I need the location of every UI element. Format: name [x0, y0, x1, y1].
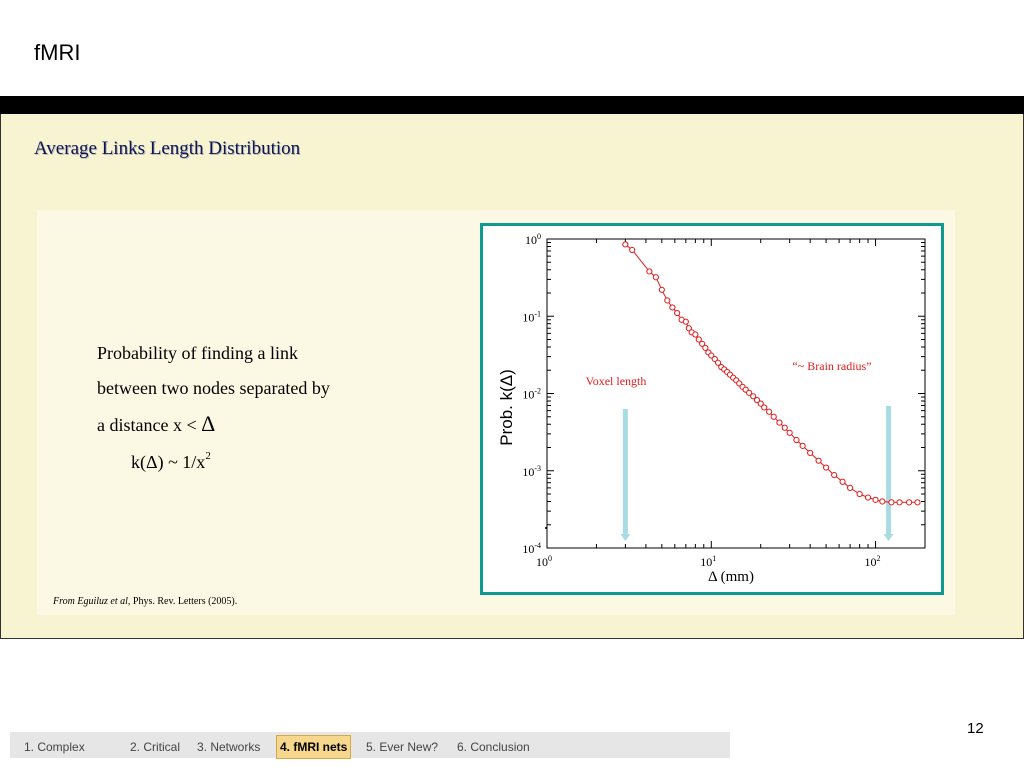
citation — [53, 596, 237, 607]
slide-title: fMRI — [34, 40, 81, 65]
data-point — [816, 458, 821, 463]
data-point — [762, 405, 767, 410]
title-divider-bar — [0, 96, 1024, 114]
data-point — [623, 242, 628, 247]
y-tick-label-exponent: -1 — [534, 309, 541, 319]
data-point — [653, 275, 658, 280]
description-line-3-text: a distance x < — [97, 415, 202, 435]
x-tick-label — [536, 554, 552, 569]
nav-item-fmri-nets[interactable]: 4. fMRI nets — [276, 735, 351, 759]
data-point — [906, 500, 911, 505]
data-point — [782, 425, 787, 430]
brain-radius-arrowhead — [884, 534, 894, 541]
data-point — [693, 332, 698, 337]
data-point — [767, 409, 772, 414]
y-tick-label-base: 10 — [525, 233, 537, 247]
nav-item-conclusion[interactable]: 6. Conclusion — [457, 740, 530, 754]
brain-radius-arrow — [886, 406, 891, 535]
figure-frame — [480, 223, 944, 595]
y-tick-label-exponent: -3 — [534, 463, 541, 473]
data-point — [777, 420, 782, 425]
stray-dot — [545, 527, 547, 529]
data-point — [630, 247, 635, 252]
data-point — [675, 310, 680, 315]
data-point — [889, 500, 894, 505]
y-tick-label — [522, 387, 541, 402]
x-tick-label-exponent: 0 — [548, 554, 552, 563]
brain-radius-annotation: “~ Brain radius” — [792, 359, 872, 373]
data-point — [880, 499, 885, 504]
nav-item-ever-new[interactable]: 5. Ever New? — [366, 740, 439, 754]
data-point — [683, 319, 688, 324]
voxel-length-arrow — [623, 409, 628, 535]
data-point — [794, 437, 799, 442]
data-point — [823, 465, 828, 470]
link-length-chart — [483, 226, 941, 592]
y-axis-label: Prob. k(Δ) — [497, 369, 516, 446]
formula-prefix: k( — [131, 452, 146, 472]
x-tick-label — [865, 554, 881, 569]
citation-authors: From Eguiluz et al, — [53, 596, 131, 607]
y-tick-label-base: 10 — [522, 387, 535, 402]
data-point — [848, 485, 853, 490]
y-tick-label-exponent: 0 — [537, 232, 541, 241]
data-point — [665, 298, 670, 303]
y-tick-label — [525, 232, 541, 247]
data-point — [832, 472, 837, 477]
data-point — [787, 430, 792, 435]
formula-delta: Δ — [146, 452, 158, 472]
nav-item-networks[interactable]: 3. Networks — [197, 740, 261, 754]
section-heading: Average Links Length Distribution — [34, 138, 301, 159]
delta-symbol: Δ — [201, 411, 216, 436]
description-line-1: Probability of finding a link — [97, 343, 298, 363]
nav-item-complex[interactable]: 1. Complex — [24, 740, 85, 754]
x-axis-label: Δ (mm) — [708, 569, 754, 585]
nav-item-critical[interactable]: 2. Critical — [130, 740, 181, 754]
data-point — [647, 269, 652, 274]
citation-journal: Phys. Rev. Letters (2005). — [130, 596, 238, 607]
y-tick-label-exponent: -2 — [534, 386, 541, 396]
voxel-length-annotation: Voxel length — [585, 374, 647, 388]
y-tick-label-base: 10 — [522, 310, 535, 325]
x-tick-label — [700, 554, 716, 569]
x-tick-label-base: 10 — [864, 555, 877, 569]
description-line-2: between two nodes separated by — [97, 378, 330, 398]
formula-mid: ) ~ 1/x — [157, 452, 206, 472]
series-line — [625, 245, 917, 503]
plot-area-border — [547, 239, 925, 548]
data-point — [771, 414, 776, 419]
data-point — [808, 450, 813, 455]
data-point — [857, 491, 862, 496]
data-point — [873, 497, 878, 502]
data-point — [897, 500, 902, 505]
description-text — [97, 336, 417, 443]
data-point — [659, 287, 664, 292]
x-tick-label-exponent: 2 — [876, 554, 881, 563]
data-point — [670, 305, 675, 310]
y-tick-label — [522, 541, 541, 556]
voxel-length-arrowhead — [620, 534, 630, 541]
y-tick-label — [522, 464, 541, 479]
y-tick-label-exponent: -4 — [534, 541, 541, 550]
y-tick-label-base: 10 — [522, 464, 535, 479]
data-point — [865, 495, 870, 500]
data-point — [840, 479, 845, 484]
section-nav-bar — [10, 732, 730, 758]
formula-exponent: 2 — [205, 450, 211, 462]
x-tick-label-base: 10 — [700, 555, 713, 569]
y-tick-label — [522, 309, 541, 324]
formula — [131, 452, 211, 473]
x-tick-label-exponent: 1 — [712, 554, 717, 563]
data-point — [915, 500, 920, 505]
y-tick-label-base: 10 — [522, 542, 535, 556]
description-line-3 — [97, 406, 417, 443]
x-tick-label-base: 10 — [536, 555, 548, 569]
data-point — [800, 443, 805, 448]
page-number: 12 — [967, 720, 984, 737]
